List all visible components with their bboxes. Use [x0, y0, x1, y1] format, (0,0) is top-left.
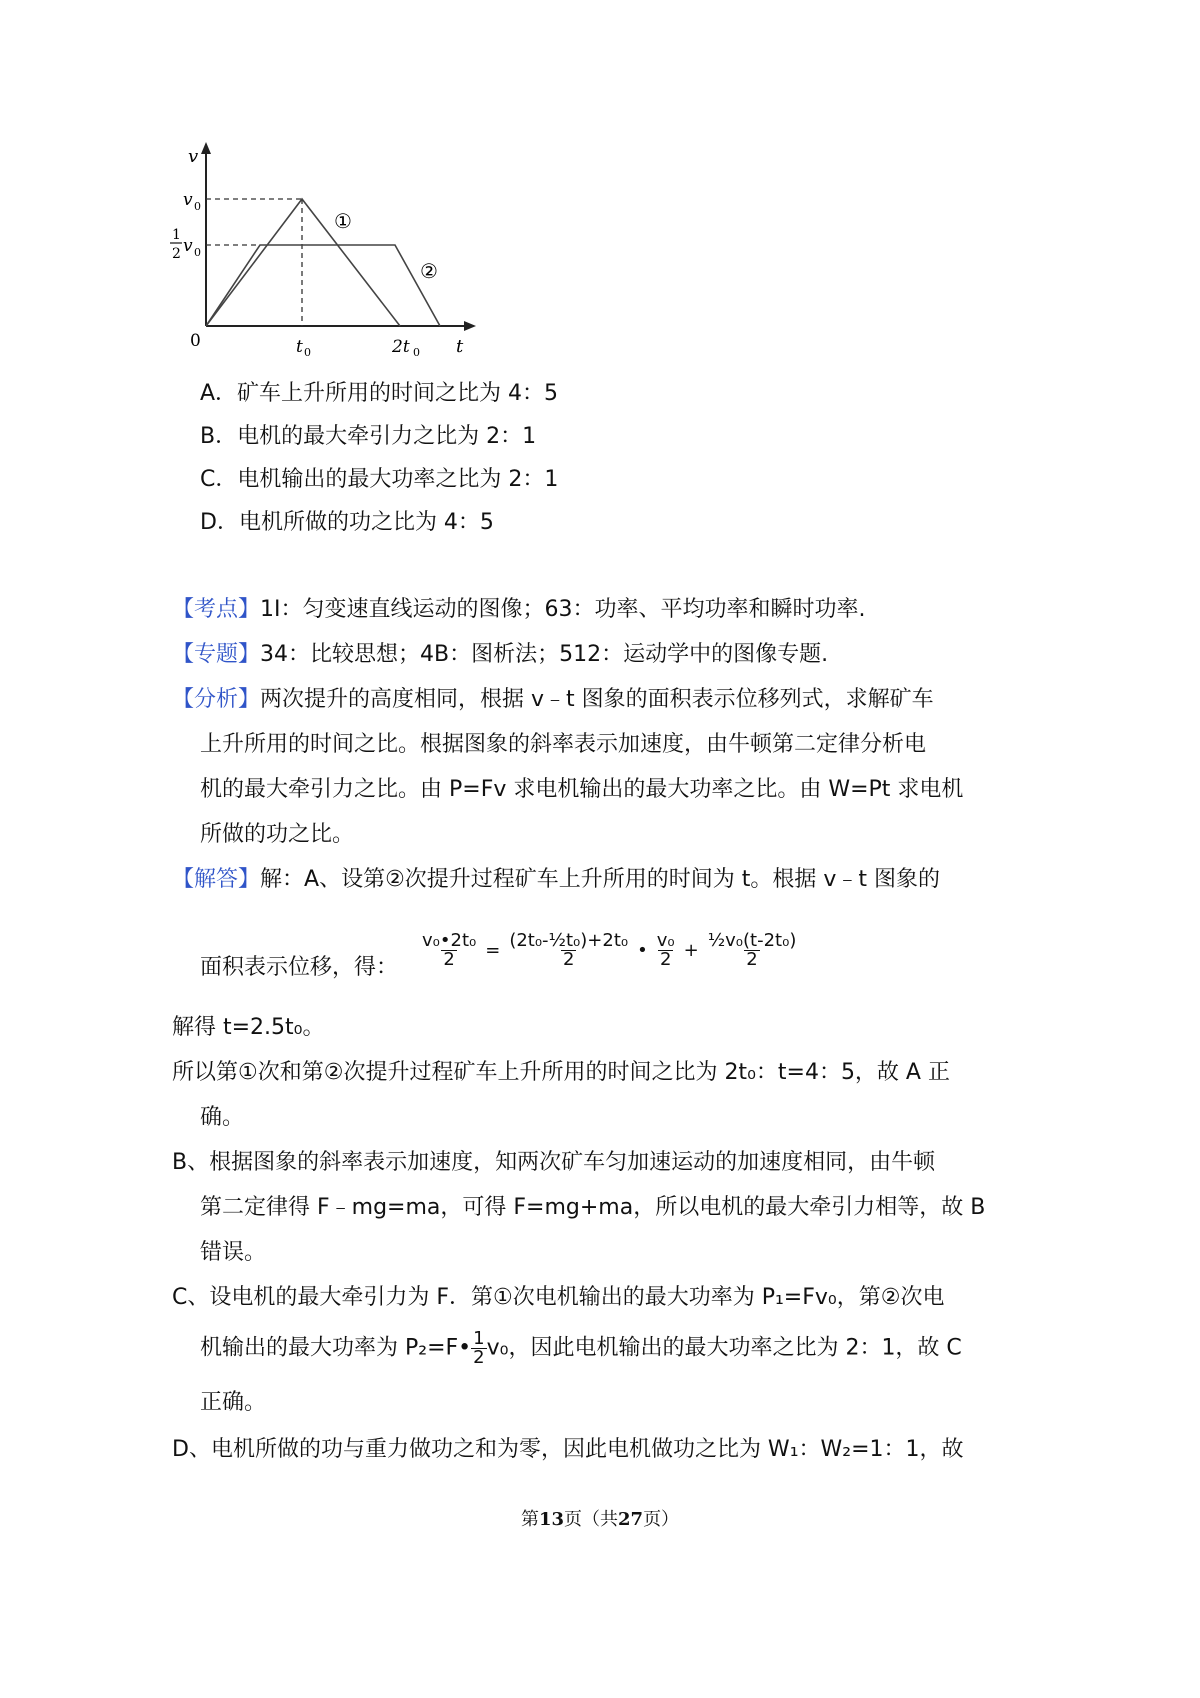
half-den: 2 [172, 246, 181, 262]
jieda-row [172, 862, 940, 893]
jieda-line-1: 解：A、设第②次提升过程矿车上升所用的时间为 t。根据 v﹣t 图象的 [260, 867, 941, 892]
area-equation: $\frac{\text{v₀•2t₀}}{2}$ = $\frac{\text{(2t₀-½t₀)+2t₀}}{2}$ • $\frac{\text{v₀}}{2}$ + $\frac{\text{½v₀(t-2t₀)}}{2}$ [422, 930, 797, 970]
footer-middle: 页（共 [564, 1509, 618, 1530]
solve-line: 解得 t=2.5t₀。 [172, 1015, 325, 1040]
vt-graph [150, 140, 530, 370]
eq-r1-num: v₀ [656, 930, 675, 951]
v-axis-label: v [188, 146, 199, 167]
fenxi-line-1: 两次提升的高度相同，根据 v﹣t 图象的面积表示位移列式，求解矿车 [260, 687, 934, 712]
t0-sub: 0 [304, 346, 311, 359]
eq-left-den: 2 [443, 949, 455, 970]
jieda-line-2: 面积表示位移，得： [200, 955, 399, 980]
jieda-tag: 【解答】 [172, 867, 261, 892]
option-b: B．电机的最大牵引力之比为 2：1 [200, 424, 537, 449]
kaodian-row [172, 592, 866, 623]
option-a: A．矿车上升所用的时间之比为 4：5 [200, 381, 559, 406]
zhuanti-text: 34：比较思想；4B：图析法；512：运动学中的图像专题. [260, 642, 829, 667]
half-num: 1 [172, 227, 181, 243]
b-line-1: B、根据图象的斜率表示加速度，知两次矿车匀加速运动的加速度相同，由牛顿 [172, 1150, 936, 1175]
eq-r2-den: 2 [746, 949, 758, 970]
footer-suffix: 页） [643, 1509, 680, 1530]
fenxi-line-4: 所做的功之比。 [200, 822, 355, 847]
a-line-1: 所以第①次和第②次提升过程矿车上升所用的时间之比为 2t₀：t=4：5，故 A 正 [172, 1060, 950, 1085]
fenxi-tag: 【分析】 [172, 687, 261, 712]
fenxi-row [172, 682, 934, 713]
c-frac-num: 1 [473, 1328, 485, 1349]
zhuanti-tag: 【专题】 [172, 642, 261, 667]
zhuanti-row [172, 637, 828, 668]
c-line-2-b: v₀，因此电机输出的最大功率之比为 2：1，故 C [486, 1335, 962, 1361]
eq-left-num: v₀•2t₀ [422, 930, 477, 951]
half-v-sub: 0 [194, 246, 201, 259]
half-v-label: v [183, 236, 193, 256]
eq-r1-fraction [655, 932, 677, 969]
eq-r2-fraction [706, 932, 799, 969]
footer-page-number: 13 [538, 1509, 564, 1530]
v0-sub: 0 [194, 200, 201, 213]
page-footer [0, 1505, 1200, 1531]
t0-label: t [296, 337, 303, 357]
fenxi-line-2: 上升所用的时间之比。根据图象的斜率表示加速度，由牛顿第二定律分析电 [200, 732, 927, 757]
footer-total-pages: 27 [618, 1509, 644, 1530]
c-line-1: C、设电机的最大牵引力为 F．第①次电机输出的最大功率为 P₁=Fv₀，第②次电 [172, 1285, 945, 1310]
eq-mid-fraction [507, 932, 630, 969]
two-t0-label: 2t [392, 337, 410, 357]
eq-mid-den: 2 [562, 949, 575, 970]
origin-label: 0 [190, 331, 201, 351]
t-axis-arrow [464, 321, 476, 331]
curve-2-label: ② [420, 259, 438, 283]
option-c: C．电机输出的最大功率之比为 2：1 [200, 467, 559, 492]
c-line-2-a: 机输出的最大功率为 P₂=F• [200, 1335, 472, 1361]
b-line-2: 第二定律得 F﹣mg=ma，可得 F=mg+ma，所以电机的最大牵引力相等，故 B [200, 1195, 986, 1220]
two-t0-sub: 0 [413, 346, 420, 359]
footer-prefix: 第 [520, 1509, 539, 1530]
kaodian-text: 1I：匀变速直线运动的图像；63：功率、平均功率和瞬时功率. [260, 597, 866, 622]
c-half-fraction [471, 1330, 486, 1367]
c-line-3: 正确。 [200, 1390, 267, 1415]
c-frac-den: 2 [473, 1347, 485, 1368]
b-line-3: 错误。 [200, 1240, 267, 1265]
eq-r2-num: ½v₀(t-2t₀) [707, 930, 797, 951]
curve-1-label: ① [334, 209, 352, 233]
kaodian-tag: 【考点】 [172, 597, 261, 622]
v0-label: v [183, 190, 193, 210]
eq-left-fraction [420, 932, 478, 969]
fenxi-line-3: 机的最大牵引力之比。由 P=Fv 求电机输出的最大功率之比。由 W=Pt 求电机 [200, 777, 964, 802]
a-line-2: 确。 [200, 1105, 245, 1130]
v-axis-arrow [201, 142, 211, 154]
c-line-2 [200, 1330, 962, 1367]
curve-1 [206, 199, 400, 326]
d-line-1: D、电机所做的功与重力做功之和为零，因此电机做功之比为 W₁：W₂=1：1，故 [172, 1437, 964, 1462]
curve-2 [206, 245, 440, 326]
option-d: D．电机所做的功之比为 4：5 [200, 510, 494, 535]
t-axis-label: t [456, 336, 464, 357]
eq-mid-num: (2t₀-½t₀)+2t₀ [509, 930, 629, 951]
eq-r1-den: 2 [659, 949, 672, 970]
